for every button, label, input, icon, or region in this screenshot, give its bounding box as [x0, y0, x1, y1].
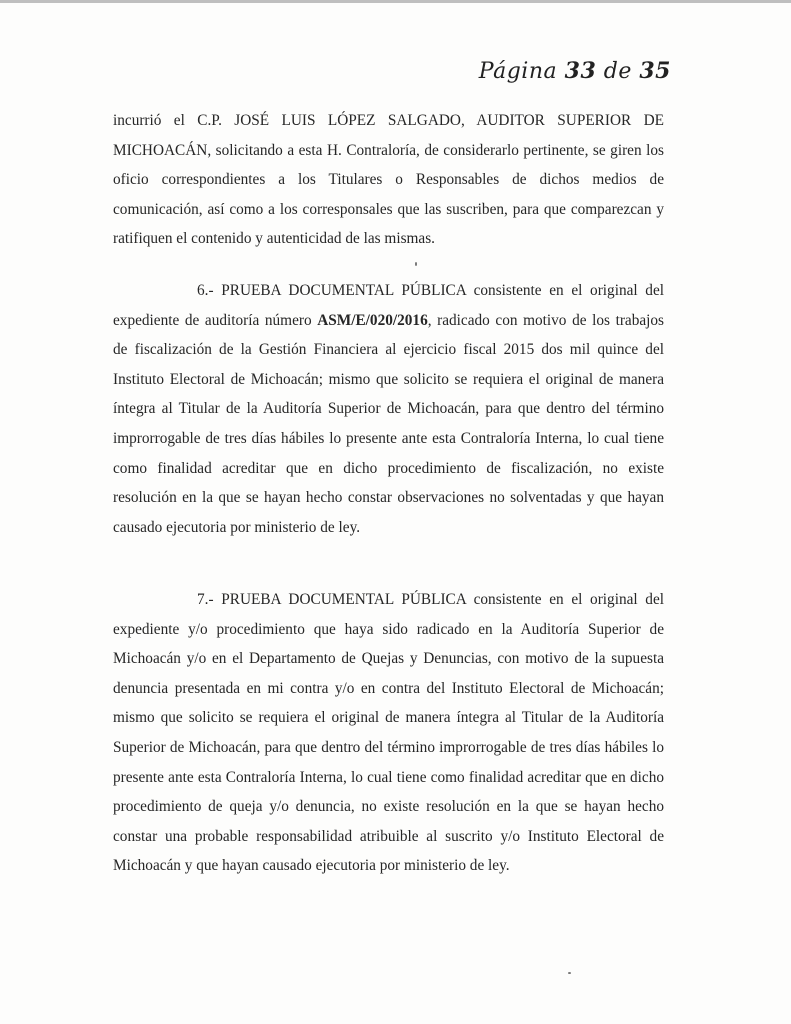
- paragraph-prueba-6: [113, 276, 664, 542]
- paragraph-text-start: 6.- PRUEBA DOCUMENTAL PÚBLICA consistente en el original del expediente de auditoría número: [113, 282, 664, 329]
- page-connector: de: [603, 59, 632, 84]
- paragraph-prueba-7: [113, 585, 664, 881]
- expediente-number: ASM/E/020/2016: [317, 311, 428, 329]
- page-total: 35: [639, 58, 671, 84]
- paragraph-text: 7.- PRUEBA DOCUMENTAL PÚBLICA consistente en el original del expediente y/o procedimiento que haya sido radicado en la Auditoría Superior de Michoacán y/o en el Departamento de Quejas y Denuncias, con motivo de la supuesta denuncia presentada en mi contra y/o en contra del Instituto Electoral de Michoacán; mismo que solicito se requiera el original de manera íntegra al Titular de la Auditoría Superior de Michoacán, para que dentro del término improrrogable de tres días hábiles lo presente ante esta Contraloría Interna, lo cual tiene como finalidad acreditar que en dicho procedimiento de queja y/o denuncia, no existe resolución en la que se hayan hecho constar una probable responsabilidad atribuible al suscrito y/o Instituto Electoral de Michoacán y que hayan causado ejecutoria por ministerio de ley.: [113, 591, 664, 875]
- scan-speck: [415, 262, 417, 266]
- paragraph-text: [113, 276, 664, 542]
- paragraph-continuation: [113, 106, 664, 254]
- scan-top-edge: [0, 0, 791, 3]
- page-number: [479, 58, 671, 84]
- paragraph-text-end: , radicado con motivo de los trabajos de fiscalización de la Gestión Financiera al ejercicio fiscal 2015 dos mil quince del Instituto Electoral de Michoacán; mismo que solicito se requiera el original de manera íntegra al Titular de la Auditoría Superior de Michoacán, para que dentro del término improrrogable de tres días hábiles lo presente ante esta Contraloría Interna, lo cual tiene como finalidad acreditar que en dicho procedimiento de fiscalización, no existe resolución en la que se hayan hecho constar observaciones no solventadas y que hayan causado ejecutoria por ministerio de ley.: [113, 311, 664, 536]
- page-label: Página: [478, 59, 558, 84]
- paragraph-text: incurrió el C.P. JOSÉ LUIS LÓPEZ SALGADO, AUDITOR SUPERIOR DE MICHOACÁN, solicitando a esta H. Contraloría, de considerarlo pertinente, se giren los oficio correspondientes a los Titulares o Responsables de dichos medios de comunicación, así como a los corresponsales que las suscriben, para que comparezcan y ratifiquen el contenido y autenticidad de las mismas.: [113, 112, 664, 248]
- page-current: 33: [564, 58, 597, 84]
- scan-speck: [568, 972, 571, 974]
